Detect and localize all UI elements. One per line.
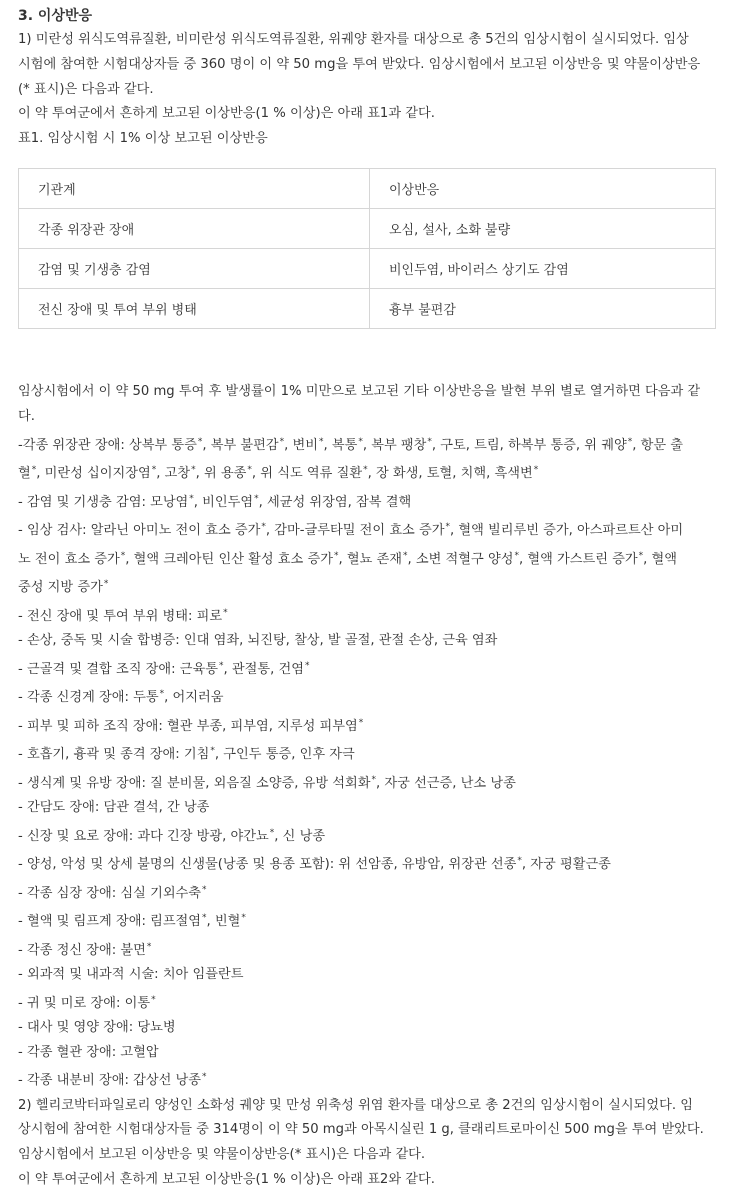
list-item xyxy=(18,1016,719,1041)
list-item-text: -각종 위장관 장애: 상복부 통증 xyxy=(18,437,197,453)
list-item-text: 중성 지방 증가 xyxy=(18,580,103,596)
adr-asterisk: * xyxy=(151,994,156,1005)
table-header-row xyxy=(19,168,716,208)
adr-asterisk: * xyxy=(363,465,368,476)
adverse-reaction-table xyxy=(18,168,716,329)
adr-asterisk: * xyxy=(191,465,196,476)
list-item xyxy=(18,988,719,1017)
adr-asterisk: * xyxy=(202,1072,207,1083)
adr-asterisk: * xyxy=(189,493,194,504)
list-item-text: - 각종 신경계 장애: 두통 xyxy=(18,690,159,706)
list-item-text: , 복부 불편감 xyxy=(202,437,279,453)
table-cell: 감염 및 기생충 감염 xyxy=(19,248,370,288)
list-item-text: , 혈액 가스트린 증가 xyxy=(518,551,638,567)
list-item xyxy=(18,487,719,516)
list-item-text: , 변비 xyxy=(284,437,318,453)
list-item-text: , 빈혈 xyxy=(206,914,241,930)
adr-asterisk: * xyxy=(319,436,324,447)
rare-intro-line: 임상시험에서 이 약 50 mg 투여 후 발생률이 1% 미만으로 보고된 기타 이상반응을 발현 부위 별로 열거하면 다음과 같 xyxy=(18,383,701,399)
adr-asterisk: * xyxy=(241,913,246,924)
list-item-text: - 각종 정신 장애: 불면 xyxy=(18,942,146,958)
list-item xyxy=(18,796,719,821)
list-item xyxy=(18,682,719,711)
table-cell: 흉부 불편감 xyxy=(370,288,716,328)
list-item-text: - 대사 및 영양 장애: 당뇨병 xyxy=(18,1020,176,1036)
list-item-text: , 비인두염 xyxy=(193,494,254,510)
list-item xyxy=(18,654,719,683)
list-item xyxy=(18,572,719,601)
adr-asterisk: * xyxy=(159,689,165,700)
list-item xyxy=(18,711,719,740)
list-item-text: - 각종 내분비 장애: 갑상선 낭종 xyxy=(18,1073,202,1089)
list-item-text: - 간담도 장애: 담관 결석, 간 낭종 xyxy=(18,800,210,816)
outro-line: 상시험에 참여한 시험대상자들 중 314명이 이 약 50 mg과 아목시실린 1 g, 클래리트로마이신 500 mg을 투여 받았다. xyxy=(18,1122,704,1138)
list-item-text: - 근골격 및 결합 조직 장애: 근육통 xyxy=(18,661,218,677)
table-row xyxy=(19,288,716,328)
adr-asterisk: * xyxy=(533,465,539,476)
adr-asterisk: * xyxy=(333,550,339,561)
adr-asterisk: * xyxy=(197,436,203,447)
list-item xyxy=(18,601,719,630)
outro-line: 임상시험에서 보고된 이상반응 및 약물이상반응(* 표시)은 다음과 같다. xyxy=(18,1147,426,1163)
list-item-text: , 구토, 트림, 하복부 통증, 위 궤양 xyxy=(431,437,627,453)
list-item-text: - 귀 및 미로 장애: 이통 xyxy=(18,995,151,1011)
adr-asterisk: * xyxy=(304,660,310,671)
rare-intro-line: 다. xyxy=(18,408,35,424)
intro-line: 1) 미란성 위식도역류질환, 비미란성 위식도역류질환, 위궤양 환자를 대상으로 총 5건의 임상시험이 실시되었다. 임상 xyxy=(18,32,689,47)
list-item-text: , 소변 적혈구 양성 xyxy=(407,551,514,567)
list-item xyxy=(18,906,719,935)
list-item-text: , 구인두 통증, 인후 자극 xyxy=(214,747,355,763)
adr-asterisk: * xyxy=(120,550,126,561)
intro-line: (* 표시)은 다음과 같다. xyxy=(18,81,154,97)
list-item-text: , 장 화생, 토혈, 치핵, 흑색변 xyxy=(367,466,533,482)
list-item-text: 혈 xyxy=(18,466,31,482)
list-item-text: , 혈뇨 존재 xyxy=(338,551,402,567)
list-item-text: - 손상, 중독 및 시술 합병증: 인대 염좌, 뇌진탕, 찰상, 발 골절, 관절 손상, 근육 염좌 xyxy=(18,633,498,649)
adr-asterisk: * xyxy=(358,717,364,728)
list-item xyxy=(18,878,719,907)
list-item-text: - 신장 및 요로 장애: 과다 긴장 방광, 야간뇨 xyxy=(18,828,269,844)
table-header-cell: 이상반응 xyxy=(370,168,716,208)
list-item-text: , 위 식도 역류 질환 xyxy=(251,466,363,482)
list-item xyxy=(18,849,719,878)
list-item-text: , 혈액 크레아틴 인산 활성 효소 증가 xyxy=(125,551,333,567)
list-item-text: - 각종 심장 장애: 심실 기외수축 xyxy=(18,885,202,901)
adr-asterisk: * xyxy=(31,465,37,476)
adr-asterisk: * xyxy=(202,884,207,895)
adr-asterisk: * xyxy=(254,493,259,504)
adr-asterisk: * xyxy=(146,941,152,952)
list-item xyxy=(18,935,719,964)
list-item xyxy=(18,544,719,573)
list-item xyxy=(18,821,719,850)
list-item-text: , 미란성 십이지장염 xyxy=(36,466,151,482)
adr-asterisk: * xyxy=(638,550,644,561)
intro-line: 시험에 참여한 시험대상자들 중 360 명이 이 약 50 mg을 투여 받았다. 임상시험에서 보고된 이상반응 및 약물이상반응 xyxy=(18,56,701,72)
list-item-text: - 외과적 및 내과적 시술: 치아 임플란트 xyxy=(18,967,244,983)
adr-asterisk: * xyxy=(269,827,275,838)
list-item-text: - 피부 및 피하 조직 장애: 혈관 부종, 피부염, 지루성 피부염 xyxy=(18,718,358,734)
list-item xyxy=(18,1065,719,1094)
adr-asterisk: * xyxy=(218,660,224,671)
adr-asterisk: * xyxy=(445,522,450,533)
list-item-text: - 호흡기, 흉곽 및 종격 장애: 기침 xyxy=(18,747,210,763)
table-row xyxy=(19,208,716,248)
table-caption: 표1. 임상시험 시 1% 이상 보고된 이상반응 xyxy=(18,131,268,147)
list-item-text: , 복부 팽창 xyxy=(362,437,427,453)
list-item xyxy=(18,1041,719,1066)
list-item-text: , 자궁 선근증, 난소 낭종 xyxy=(376,775,516,791)
list-item xyxy=(18,515,719,544)
adr-asterisk: * xyxy=(514,550,519,561)
list-item-text: - 임상 검사: 알라닌 아미노 전이 효소 증가 xyxy=(18,523,261,539)
adr-asterisk: * xyxy=(261,522,266,533)
list-item-text: , 자궁 평활근종 xyxy=(521,857,611,873)
adr-asterisk: * xyxy=(210,746,215,757)
table-cell: 각종 위장관 장애 xyxy=(19,208,370,248)
list-item-text: - 전신 장애 및 투여 부위 병태: 피로 xyxy=(18,608,223,624)
adr-asterisk: * xyxy=(627,436,633,447)
list-item-text: , 혈액 빌리루빈 증가, 아스파르트산 아미 xyxy=(449,523,684,539)
list-item xyxy=(18,458,719,487)
adr-asterisk: * xyxy=(427,436,432,447)
adr-asterisk: * xyxy=(202,913,207,924)
list-item-text: , 고창 xyxy=(156,466,191,482)
list-item-text: , 항문 출 xyxy=(632,437,684,453)
list-item xyxy=(18,963,719,988)
outro-text xyxy=(18,1094,719,1193)
table-cell: 오심, 설사, 소화 불량 xyxy=(370,208,716,248)
table-header-cell: 기관계 xyxy=(19,168,370,208)
list-item-text: 노 전이 효소 증가 xyxy=(18,551,120,567)
list-item-text: , 관절통, 건염 xyxy=(223,661,304,677)
table-cell: 비인두염, 바이러스 상기도 감염 xyxy=(370,248,716,288)
list-item xyxy=(18,739,719,768)
intro-line: 이 약 투여군에서 흔하게 보고된 이상반응(1 % 이상)은 아래 표1과 같다. xyxy=(18,106,435,122)
list-item-text: , 어지러움 xyxy=(164,690,224,706)
list-item-text: - 각종 혈관 장애: 고혈압 xyxy=(18,1044,159,1060)
adr-asterisk: * xyxy=(151,465,157,476)
list-item-text: , 감마-글루타밀 전이 효소 증가 xyxy=(265,523,445,539)
table-row xyxy=(19,248,716,288)
list-item xyxy=(18,629,719,654)
list-item-text: - 혈액 및 림프계 장애: 림프절염 xyxy=(18,914,202,930)
intro-text xyxy=(18,28,719,152)
adr-asterisk: * xyxy=(358,436,363,447)
table-cell: 전신 장애 및 투여 부위 병태 xyxy=(19,288,370,328)
section-title: 3. 이상반응 xyxy=(18,8,93,24)
list-item-text: - 감염 및 기생충 감염: 모낭염 xyxy=(18,494,189,510)
adr-asterisk: * xyxy=(371,774,377,785)
adr-asterisk: * xyxy=(403,550,408,561)
rare-intro xyxy=(18,380,719,430)
adr-asterisk: * xyxy=(223,607,228,618)
list-item-text: , 혈액 xyxy=(643,551,678,567)
adr-asterisk: * xyxy=(517,856,522,867)
list-item xyxy=(18,768,719,797)
adr-asterisk: * xyxy=(103,579,109,590)
list-item-text: , 신 낭종 xyxy=(274,828,326,844)
list-item-text: , 위 용종 xyxy=(195,466,247,482)
list-item-text: , 복통 xyxy=(323,437,358,453)
list-item-text: - 양성, 악성 및 상세 불명의 신생물(낭종 및 용종 포함): 위 선암종, 유방암, 위장관 선종 xyxy=(18,857,517,873)
list-item xyxy=(18,430,719,459)
rare-reaction-list xyxy=(18,430,719,1094)
list-item-text: , 세균성 위장염, 잠복 결핵 xyxy=(258,494,412,510)
adr-asterisk: * xyxy=(279,436,285,447)
outro-line: 2) 헬리코박터파일로리 양성인 소화성 궤양 및 만성 위축성 위염 환자를 대상으로 총 2건의 임상시험이 실시되었다. 임 xyxy=(18,1097,693,1113)
outro-line: 이 약 투여군에서 흔하게 보고된 이상반응(1 % 이상)은 아래 표2와 같다. xyxy=(18,1171,435,1187)
list-item-text: - 생식계 및 유방 장애: 질 분비물, 외음질 소양증, 유방 석회화 xyxy=(18,775,371,791)
adr-asterisk: * xyxy=(247,465,252,476)
